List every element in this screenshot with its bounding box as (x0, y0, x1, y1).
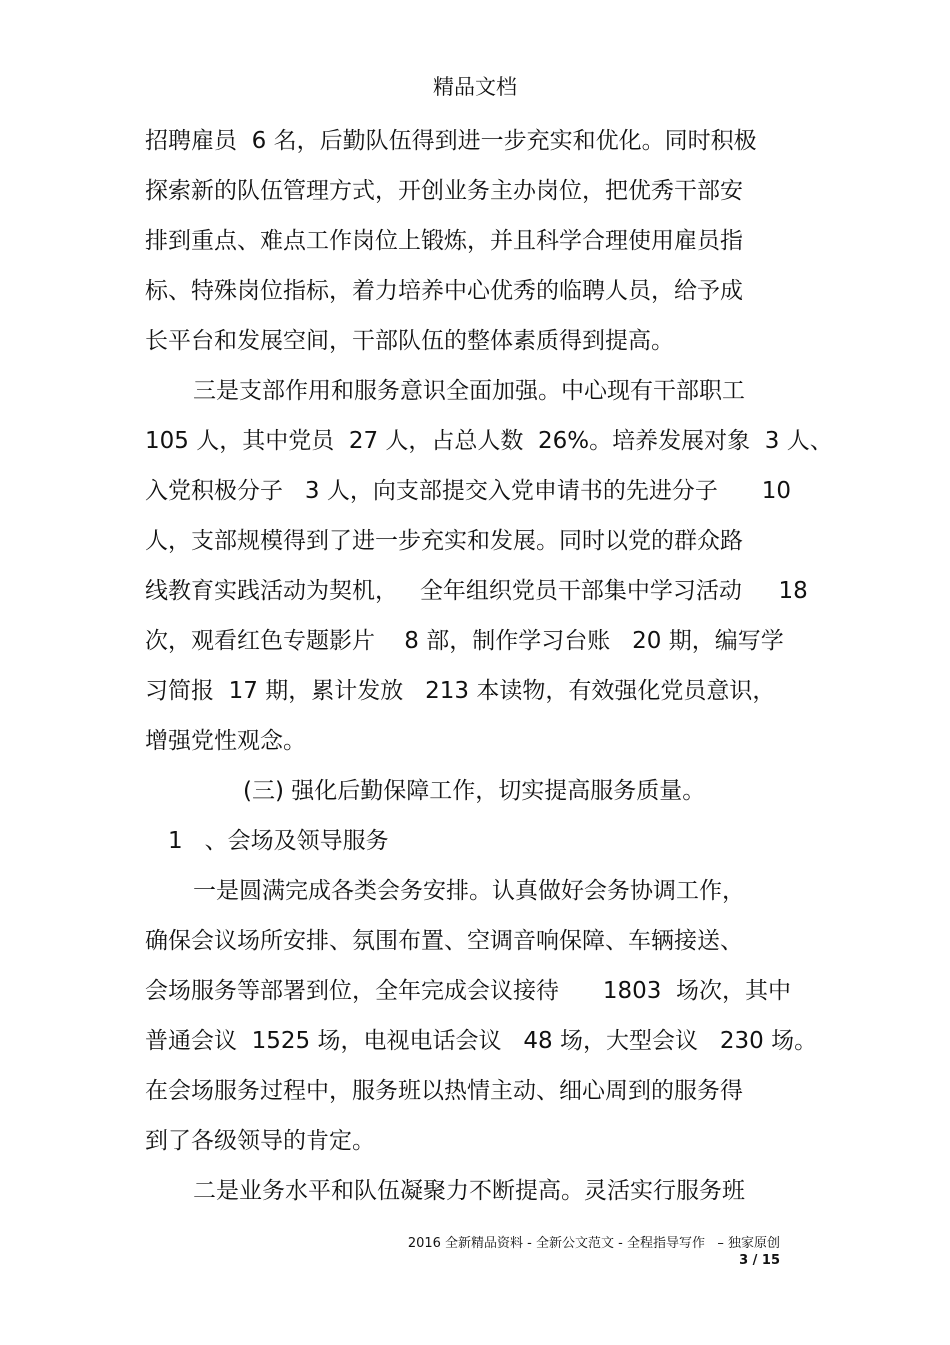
page-number: 3 / 15 (739, 1253, 780, 1268)
paragraph-line: 招聘雇员 6 名，后勤队伍得到进一步充实和优化。同时积极 (145, 128, 757, 154)
paragraph-line: 三是支部作用和服务意识全面加强。中心现有干部职工 (193, 378, 745, 404)
page-header-title: 精品文档 (433, 75, 517, 99)
page-footer-text: 2016 全新精品资料 - 全新公文范文 - 全程指导写作 – 独家原创 (407, 1236, 780, 1251)
paragraph-line: 确保会议场所安排、氛围布置、空调音响保障、车辆接送、 (145, 928, 743, 954)
paragraph-line: 增强党性观念。 (145, 728, 306, 754)
paragraph-line: 长平台和发展空间，干部队伍的整体素质得到提高。 (145, 328, 674, 354)
paragraph-line: 线教育实践活动为契机， 全年组织党员干部集中学习活动 18 (145, 578, 808, 604)
paragraph-line: 105 人，其中党员 27 人，占总人数 26%。培养发展对象 3 人、 (145, 428, 833, 454)
paragraph-line: 会场服务等部署到位，全年完成会议接待 1803 场次，其中 (145, 978, 792, 1004)
paragraph-line: 人，支部规模得到了进一步充实和发展。同时以党的群众路 (145, 528, 743, 554)
paragraph-line: 标、特殊岗位指标，着力培养中心优秀的临聘人员，给予成 (145, 278, 743, 304)
paragraph-line: 普通会议 1525 场，电视电话会议 48 场，大型会议 230 场。 (145, 1028, 818, 1054)
paragraph-line: 二是业务水平和队伍凝聚力不断提高。灵活实行服务班 (193, 1178, 745, 1204)
subsection-heading: 1 、会场及领导服务 (168, 828, 389, 854)
paragraph-line: 次，观看红色专题影片 8 部，制作学习台账 20 期，编写学 (145, 628, 784, 654)
paragraph-line: 排到重点、难点工作岗位上锻炼，并且科学合理使用雇员指 (145, 228, 743, 254)
section-heading: (三) 强化后勤保障工作，切实提高服务质量。 (243, 778, 706, 804)
paragraph-line: 探索新的队伍管理方式，开创业务主办岗位，把优秀干部安 (145, 178, 743, 204)
paragraph-line: 在会场服务过程中，服务班以热情主动、细心周到的服务得 (145, 1078, 743, 1104)
paragraph-line: 入党积极分子 3 人，向支部提交入党申请书的先进分子 10 (145, 478, 792, 504)
paragraph-line: 一是圆满完成各类会务安排。认真做好会务协调工作， (193, 878, 745, 904)
paragraph-line: 习简报 17 期，累计发放 213 本读物，有效强化党员意识， (145, 678, 776, 704)
paragraph-line: 到了各级领导的肯定。 (145, 1128, 375, 1154)
